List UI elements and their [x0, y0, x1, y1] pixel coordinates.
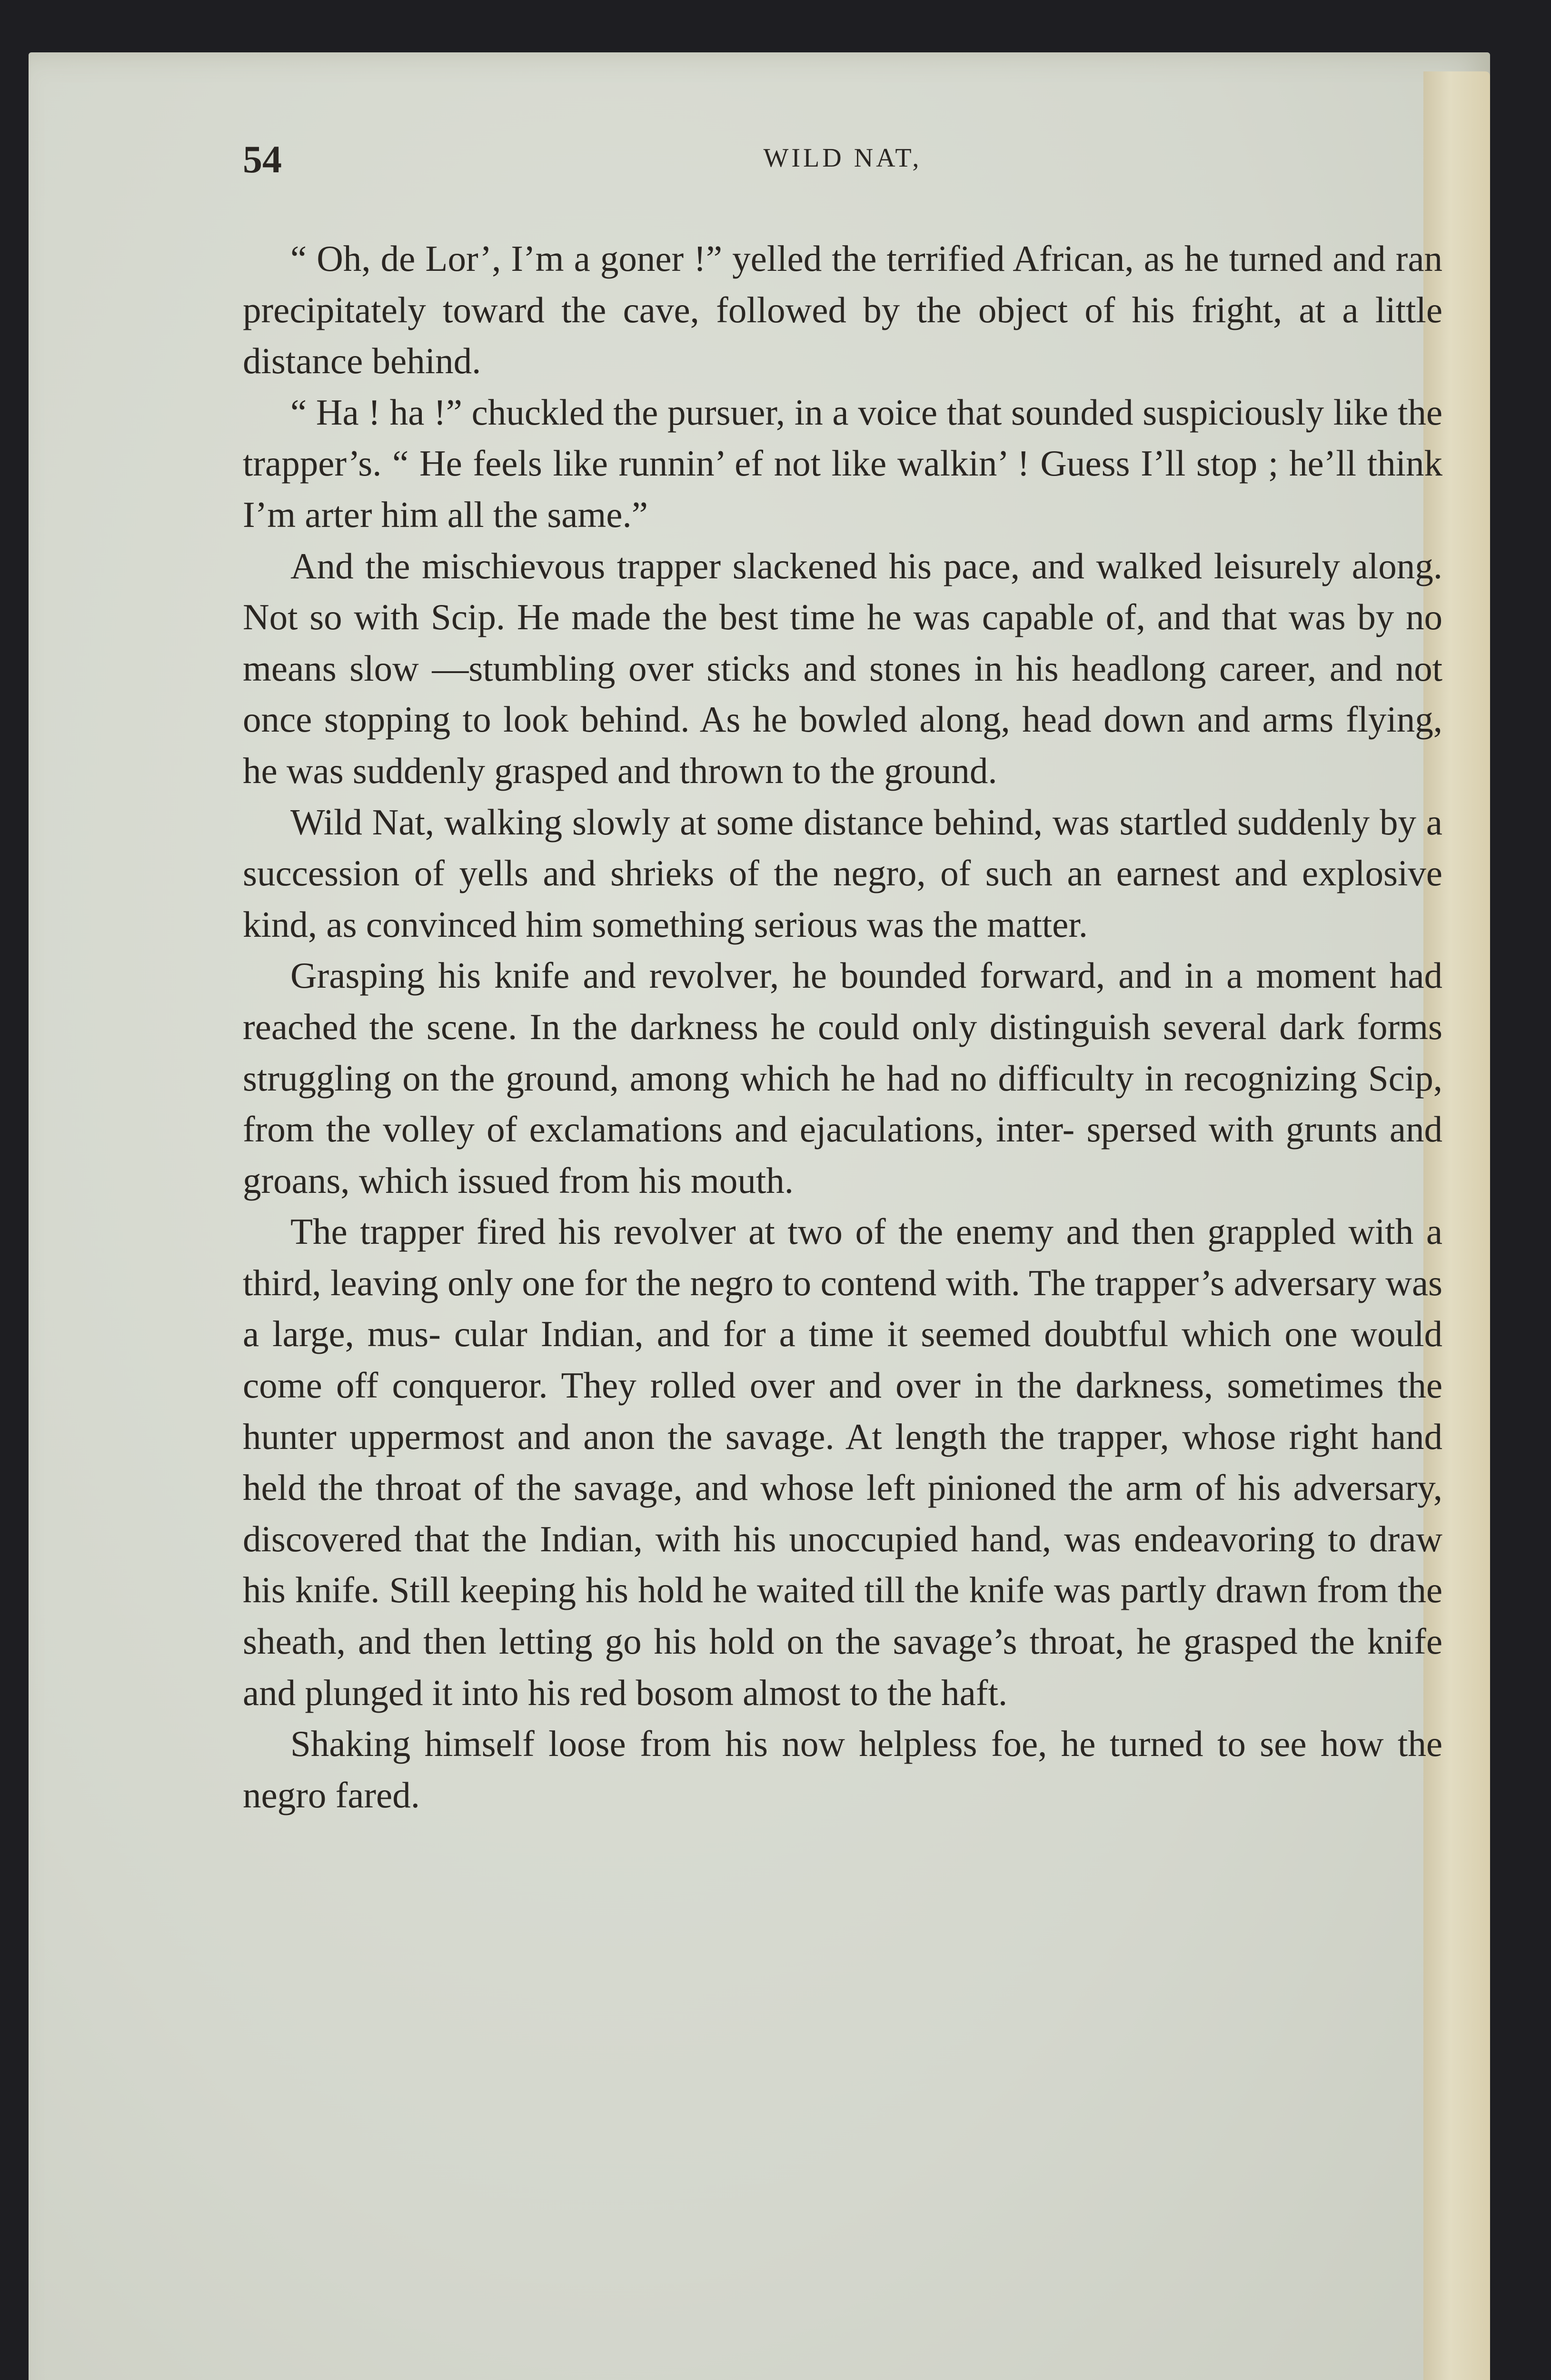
- paragraph: “ Oh, de Lor’, I’m a goner !” yelled the terrified African, as he turned and ran precipitately toward the cave, followed by the object of his fright, at a little distance behind.: [243, 238, 1442, 382]
- paragraph: And the mischievous trapper slackened his pace, and walked leisurely along. Not so with Scip. He made the best time he was capable of, and that was by no means slow —stumbling over sticks and stones in his headlong career, and not once stopping to look behind. As he bowled along, head down and arms flying, he was suddenly grasped and thrown to the ground.: [243, 545, 1442, 791]
- paragraph: Wild Nat, walking slowly at some distance behind, was startled suddenly by a succession of yells and shrieks of the negro, of such an earnest and explosive kind, as convinced him something serious was the matter.: [243, 801, 1442, 945]
- paragraph: Grasping his knife and revolver, he bounded forward, and in a moment had reached the scene. In the darkness he could only distinguish several dark forms struggling on the ground, among which he had no difficulty in recognizing Scip, from the volley of exclamations and ejaculations, inter- spersed with grunts and groans, which issued from his mouth.: [243, 955, 1442, 1201]
- page-number: 54: [243, 138, 282, 181]
- body-text: [243, 233, 1442, 1821]
- running-head: [243, 137, 1442, 185]
- paragraph: The trapper fired his revolver at two of the enemy and then grappled with a third, leaving only one for the negro to contend with. The trapper’s adversary was a large, mus- cular Indian, and for a time it seemed doubtful which one would come off conqueror. They rolled over and over in the darkness, sometimes the hunter uppermost and anon the savage. At length the trapper, whose right hand held the throat of the savage, and whose left pinioned the arm of his adversary, discovered that the Indian, with his unoccupied hand, was endeavoring to draw his knife. Still keeping his hold he waited till the knife was partly drawn from the sheath, and then letting go his hold on the savage’s throat, he grasped the knife and plunged it into his red bosom almost to the haft.: [243, 1211, 1442, 1713]
- running-title: WILD NAT,: [763, 143, 922, 173]
- paragraph: “ Ha ! ha !” chuckled the pursuer, in a voice that sounded suspiciously like the trapper’s. “ He feels like runnin’ ef not like walkin’ ! Guess I’ll stop ; he’ll think I’m arter him all the same.”: [243, 391, 1442, 535]
- paragraph: Shaking himself loose from his now helpless foe, he turned to see how the negro fared.: [243, 1723, 1442, 1815]
